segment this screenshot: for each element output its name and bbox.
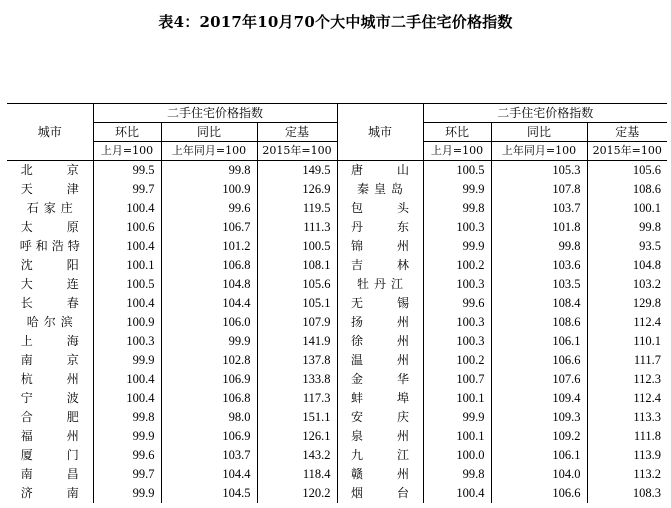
mom-value-right: 99.8 (423, 465, 491, 484)
city-cell-right (337, 465, 423, 484)
mom-value-left: 100.4 (93, 294, 161, 313)
city-name: 合肥 (20, 410, 79, 424)
table-row (7, 237, 667, 256)
yoy-value-left: 106.9 (161, 427, 257, 446)
city-cell-left (7, 161, 93, 181)
base-value-right: 113.9 (587, 446, 667, 465)
yoy-value-left: 106.0 (161, 313, 257, 332)
base-value-left: 126.9 (257, 180, 337, 199)
yoy-value-left: 104.4 (161, 294, 257, 313)
city-cell-right (337, 370, 423, 389)
base-value-left: 118.4 (257, 465, 337, 484)
city-name: 丹东 (351, 220, 410, 234)
yoy-value-left: 103.7 (161, 446, 257, 465)
yoy-value-right: 103.6 (491, 256, 587, 275)
city-name: 福州 (20, 429, 79, 443)
mom-value-left: 100.3 (93, 332, 161, 351)
city-name: 南昌 (20, 467, 79, 481)
base-value-right: 104.8 (587, 256, 667, 275)
city-name: 安庆 (351, 410, 410, 424)
city-cell-right (337, 237, 423, 256)
base-value-left: 151.1 (257, 408, 337, 427)
city-name: 九江 (351, 448, 410, 462)
base-value-right: 111.7 (587, 351, 667, 370)
city-name: 上海 (20, 334, 79, 348)
yoy-value-right: 109.4 (491, 389, 587, 408)
mom-value-left: 99.9 (93, 484, 161, 503)
base-value-right: 105.6 (587, 161, 667, 181)
city-cell-left (7, 313, 93, 332)
mom-value-right: 99.9 (423, 408, 491, 427)
city-cell-left (7, 465, 93, 484)
base-value-left: 126.1 (257, 427, 337, 446)
city-cell-left (7, 370, 93, 389)
table-row (7, 370, 667, 389)
city-name: 徐州 (351, 334, 410, 348)
table-row (7, 199, 667, 218)
table-row (7, 180, 667, 199)
mom-value-right: 100.7 (423, 370, 491, 389)
base-value-right: 112.4 (587, 389, 667, 408)
yoy-value-right: 106.6 (491, 351, 587, 370)
table-row (7, 427, 667, 446)
mom-value-left: 99.6 (93, 446, 161, 465)
base-value-left: 111.3 (257, 218, 337, 237)
base-value-right: 100.1 (587, 199, 667, 218)
table-body (7, 161, 667, 504)
mom-value-left: 100.6 (93, 218, 161, 237)
city-name: 长春 (20, 296, 79, 310)
table-row (7, 294, 667, 313)
city-name: 唐山 (351, 163, 410, 177)
mom-value-right: 100.4 (423, 484, 491, 503)
base-value-right: 111.8 (587, 427, 667, 446)
base-value-left: 149.5 (257, 161, 337, 181)
table-row (7, 465, 667, 484)
yoy-value-left: 106.8 (161, 389, 257, 408)
city-cell-left (7, 256, 93, 275)
base-value-left: 117.3 (257, 389, 337, 408)
city-cell-left (7, 389, 93, 408)
base-value-left: 120.2 (257, 484, 337, 503)
city-name: 太原 (20, 220, 79, 234)
mom-value-right: 100.3 (423, 313, 491, 332)
base-value-right: 113.3 (587, 408, 667, 427)
group-header-right: 二手住宅价格指数 (423, 104, 667, 123)
mom-value-left: 99.5 (93, 161, 161, 181)
mom-value-left: 100.1 (93, 256, 161, 275)
city-name: 天津 (20, 182, 79, 196)
mom-value-right: 100.3 (423, 218, 491, 237)
base-header-left: 定基 (257, 123, 337, 142)
base-header-right: 定基 (587, 123, 667, 142)
yoy-value-left: 106.7 (161, 218, 257, 237)
city-cell-left (7, 180, 93, 199)
yoy-value-right: 108.6 (491, 313, 587, 332)
city-cell-left (7, 275, 93, 294)
mom-subheader-right: 上月=100 (423, 142, 491, 161)
base-value-left: 108.1 (257, 256, 337, 275)
base-value-right: 103.2 (587, 275, 667, 294)
yoy-value-right: 107.8 (491, 180, 587, 199)
city-cell-left (7, 351, 93, 370)
yoy-value-left: 106.8 (161, 256, 257, 275)
base-value-right: 113.2 (587, 465, 667, 484)
base-value-right: 112.4 (587, 313, 667, 332)
city-name: 泉州 (351, 429, 410, 443)
table-row (7, 313, 667, 332)
mom-value-left: 100.4 (93, 199, 161, 218)
mom-value-left: 100.9 (93, 313, 161, 332)
mom-subheader-left: 上月=100 (93, 142, 161, 161)
base-subheader-right: 2015年=100 (587, 142, 667, 161)
city-cell-right (337, 256, 423, 275)
mom-header-right: 环比 (423, 123, 491, 142)
yoy-subheader-left: 上年同月=100 (161, 142, 257, 161)
base-value-left: 100.5 (257, 237, 337, 256)
city-cell-right (337, 275, 423, 294)
base-value-left: 141.9 (257, 332, 337, 351)
city-cell-left (7, 332, 93, 351)
yoy-value-left: 104.4 (161, 465, 257, 484)
city-cell-left (7, 218, 93, 237)
city-name: 包头 (351, 201, 410, 215)
yoy-value-right: 109.3 (491, 408, 587, 427)
city-cell-right (337, 313, 423, 332)
city-name: 呼和浩特 (19, 239, 80, 253)
mom-value-left: 100.4 (93, 237, 161, 256)
city-cell-right (337, 351, 423, 370)
city-header-right: 城市 (337, 104, 423, 161)
yoy-value-right: 109.2 (491, 427, 587, 446)
yoy-value-right: 108.4 (491, 294, 587, 313)
mom-value-right: 99.9 (423, 180, 491, 199)
table-row (7, 256, 667, 275)
yoy-value-right: 104.0 (491, 465, 587, 484)
city-cell-right (337, 294, 423, 313)
city-name: 大连 (20, 277, 79, 291)
yoy-value-right: 106.1 (491, 446, 587, 465)
mom-value-right: 100.0 (423, 446, 491, 465)
base-value-right: 108.6 (587, 180, 667, 199)
city-name: 温州 (351, 353, 410, 367)
city-cell-left (7, 446, 93, 465)
mom-value-right: 100.2 (423, 351, 491, 370)
yoy-header-right: 同比 (491, 123, 587, 142)
city-name: 南京 (20, 353, 79, 367)
city-cell-right (337, 408, 423, 427)
yoy-value-left: 104.5 (161, 484, 257, 503)
city-cell-left (7, 294, 93, 313)
base-value-left: 105.1 (257, 294, 337, 313)
base-value-right: 99.8 (587, 218, 667, 237)
base-subheader-left: 2015年=100 (257, 142, 337, 161)
mom-value-left: 99.9 (93, 427, 161, 446)
city-name: 锦州 (351, 239, 410, 253)
mom-value-left: 100.4 (93, 389, 161, 408)
table-row (7, 484, 667, 503)
city-name: 秦皇岛 (357, 182, 404, 196)
price-index-table (7, 103, 667, 508)
yoy-subheader-right: 上年同月=100 (491, 142, 587, 161)
city-cell-right (337, 199, 423, 218)
mom-value-right: 99.8 (423, 199, 491, 218)
mom-value-left: 99.9 (93, 351, 161, 370)
yoy-value-right: 107.6 (491, 370, 587, 389)
base-value-right: 108.3 (587, 484, 667, 503)
yoy-value-left: 99.8 (161, 161, 257, 181)
city-name: 蚌埠 (351, 391, 410, 405)
table-row (7, 351, 667, 370)
city-cell-left (7, 237, 93, 256)
city-name: 扬州 (351, 315, 410, 329)
mom-value-right: 100.3 (423, 275, 491, 294)
city-name: 无锡 (351, 296, 410, 310)
city-cell-left (7, 408, 93, 427)
city-cell-right (337, 484, 423, 503)
yoy-value-left: 101.2 (161, 237, 257, 256)
table-row (7, 332, 667, 351)
city-name: 厦门 (20, 448, 79, 462)
yoy-value-left: 104.8 (161, 275, 257, 294)
city-name: 宁波 (20, 391, 79, 405)
yoy-value-left: 100.9 (161, 180, 257, 199)
city-header-left: 城市 (7, 104, 93, 161)
city-cell-left (7, 427, 93, 446)
yoy-value-right: 101.8 (491, 218, 587, 237)
city-cell-right (337, 427, 423, 446)
mom-value-right: 100.1 (423, 389, 491, 408)
base-value-left: 119.5 (257, 199, 337, 218)
mom-value-right: 100.3 (423, 332, 491, 351)
city-cell-right (337, 446, 423, 465)
city-name: 牡丹江 (357, 277, 404, 291)
group-header-left: 二手住宅价格指数 (93, 104, 337, 123)
city-name: 烟台 (351, 486, 410, 500)
city-cell-left (7, 484, 93, 503)
city-cell-right (337, 161, 423, 181)
city-name: 吉林 (351, 258, 410, 272)
table-row (7, 218, 667, 237)
table-row (7, 446, 667, 465)
city-name: 北京 (20, 163, 79, 177)
mom-value-right: 99.6 (423, 294, 491, 313)
city-cell-right (337, 218, 423, 237)
mom-value-left: 100.4 (93, 370, 161, 389)
mom-header-left: 环比 (93, 123, 161, 142)
city-name: 济南 (20, 486, 79, 500)
yoy-value-left: 106.9 (161, 370, 257, 389)
table-row (7, 161, 667, 181)
mom-value-left: 100.5 (93, 275, 161, 294)
yoy-value-right: 103.5 (491, 275, 587, 294)
table-row (7, 389, 667, 408)
page-title: 表4：2017年10月70个大中城市二手住宅价格指数 (158, 13, 513, 31)
base-value-right: 93.5 (587, 237, 667, 256)
city-name: 杭州 (20, 372, 79, 386)
yoy-value-left: 102.8 (161, 351, 257, 370)
city-cell-right (337, 332, 423, 351)
mom-value-right: 100.1 (423, 427, 491, 446)
table-row (7, 275, 667, 294)
city-cell-left (7, 199, 93, 218)
mom-value-left: 99.8 (93, 408, 161, 427)
mom-value-left: 99.7 (93, 180, 161, 199)
mom-value-left: 99.7 (93, 465, 161, 484)
base-value-left: 137.8 (257, 351, 337, 370)
city-name: 哈尔滨 (26, 315, 73, 329)
city-name: 石家庄 (26, 201, 73, 215)
base-value-right: 129.8 (587, 294, 667, 313)
yoy-value-right: 106.1 (491, 332, 587, 351)
base-value-left: 105.6 (257, 275, 337, 294)
yoy-value-right: 99.8 (491, 237, 587, 256)
yoy-value-right: 105.3 (491, 161, 587, 181)
yoy-value-left: 99.6 (161, 199, 257, 218)
city-cell-right (337, 180, 423, 199)
yoy-value-right: 106.6 (491, 484, 587, 503)
base-value-right: 112.3 (587, 370, 667, 389)
city-name: 沈阳 (20, 258, 79, 272)
mom-value-right: 100.5 (423, 161, 491, 181)
city-cell-right (337, 389, 423, 408)
city-name: 金华 (351, 372, 410, 386)
yoy-header-left: 同比 (161, 123, 257, 142)
base-value-left: 143.2 (257, 446, 337, 465)
yoy-value-right: 103.7 (491, 199, 587, 218)
yoy-value-left: 98.0 (161, 408, 257, 427)
base-value-right: 110.1 (587, 332, 667, 351)
mom-value-right: 99.9 (423, 237, 491, 256)
city-name: 赣州 (351, 467, 410, 481)
table-row (7, 408, 667, 427)
mom-value-right: 100.2 (423, 256, 491, 275)
base-value-left: 133.8 (257, 370, 337, 389)
yoy-value-left: 99.9 (161, 332, 257, 351)
base-value-left: 107.9 (257, 313, 337, 332)
